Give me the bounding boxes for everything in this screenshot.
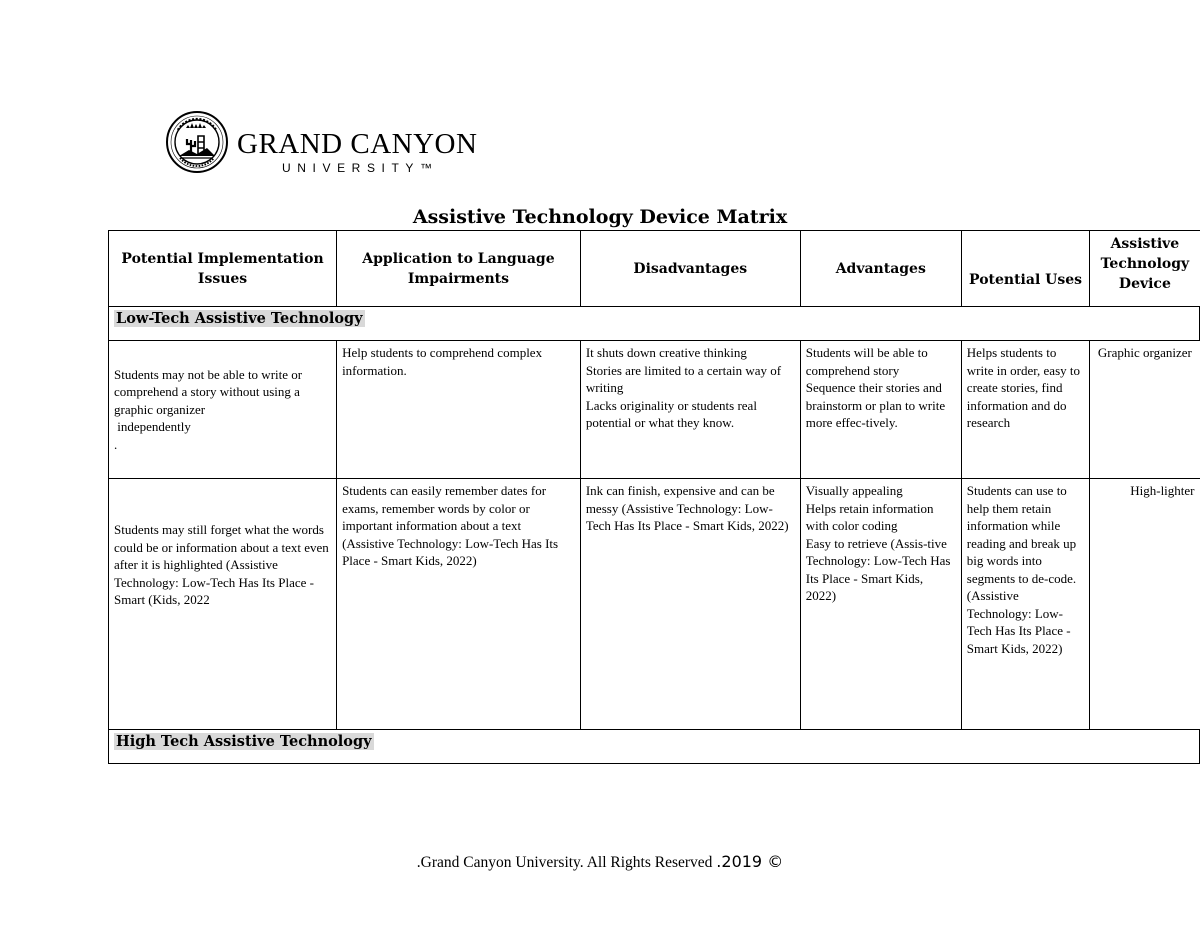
cell-application: Students can easily remember dates for exams, remember words by color or important information about a text (Assistive Technology: Low-Tech Has Its Place - Smart Kids, 2022) — [337, 479, 581, 730]
cell-uses: Helps students to write in order, easy to create stories, find information and do research — [961, 341, 1090, 479]
header-implementation-issues: Potential Implementation Issues — [109, 231, 337, 307]
logo-subtitle: UNIVERSITY™ — [282, 161, 439, 175]
cell-disadvantages: Ink can finish, expensive and can be messy (Assistive Technology: Low-Tech Has Its Place - Smart Kids, 2022) — [580, 479, 800, 730]
section-row-high-tech — [109, 730, 1200, 764]
university-seal-icon — [164, 110, 230, 174]
cell-advantages: Visually appealing Helps retain information with color coding Easy to retrieve (Assis-tive Technology: Low-Tech Has Its Place - Smart Kids, 2022) — [800, 479, 961, 730]
copyright-footer — [0, 852, 1200, 872]
table-header-row — [109, 231, 1200, 307]
table-row — [109, 479, 1200, 730]
cell-application: Help students to comprehend complex information. — [337, 341, 581, 479]
section-label-low-tech: Low-Tech Assistive Technology — [116, 310, 363, 327]
header-advantages: Advantages — [800, 231, 961, 307]
university-logo — [164, 110, 484, 174]
cell-uses: Students can use to help them retain information while reading and break up big words into segments to de-code. (Assistive Technology: Low-Tech Has Its Place - Smart Kids, 2022) — [961, 479, 1090, 730]
header-disadvantages: Disadvantages — [580, 231, 800, 307]
cell-disadvantages: It shuts down creative thinking Stories are limited to a certain way of writing Lacks originality or students real potential or what they know. — [580, 341, 800, 479]
section-label-high-tech: High Tech Assistive Technology — [116, 733, 372, 750]
header-application: Application to Language Impairments — [337, 231, 581, 307]
header-potential-uses: Potential Uses — [961, 231, 1090, 307]
cell-device: Graphic organizer — [1090, 341, 1200, 479]
footer-year: .2019 © — [716, 852, 784, 871]
table-row — [109, 341, 1200, 479]
footer-text: .Grand Canyon University. All Rights Reserved — [416, 854, 717, 871]
document-title: Assistive Technology Device Matrix — [412, 206, 788, 228]
header-device: Assistive Technology Device — [1090, 231, 1200, 307]
cell-issues: Students may not be able to write or comprehend a story without using a graphic organizer independently . — [109, 341, 337, 479]
cell-issues: Students may still forget what the words could be or information about a text even after it is highlighted (Assistive Technology: Low-Tech Has Its Place - Smart (Kids, 2022 — [109, 479, 337, 730]
cell-device: High-lighter — [1090, 479, 1200, 730]
device-matrix-table — [108, 230, 1200, 764]
cell-advantages: Students will be able to comprehend story Sequence their stories and brainstorm or plan to write more effec-tively. — [800, 341, 961, 479]
logo-name: GRAND CANYON — [237, 128, 478, 160]
section-row-low-tech — [109, 307, 1200, 341]
